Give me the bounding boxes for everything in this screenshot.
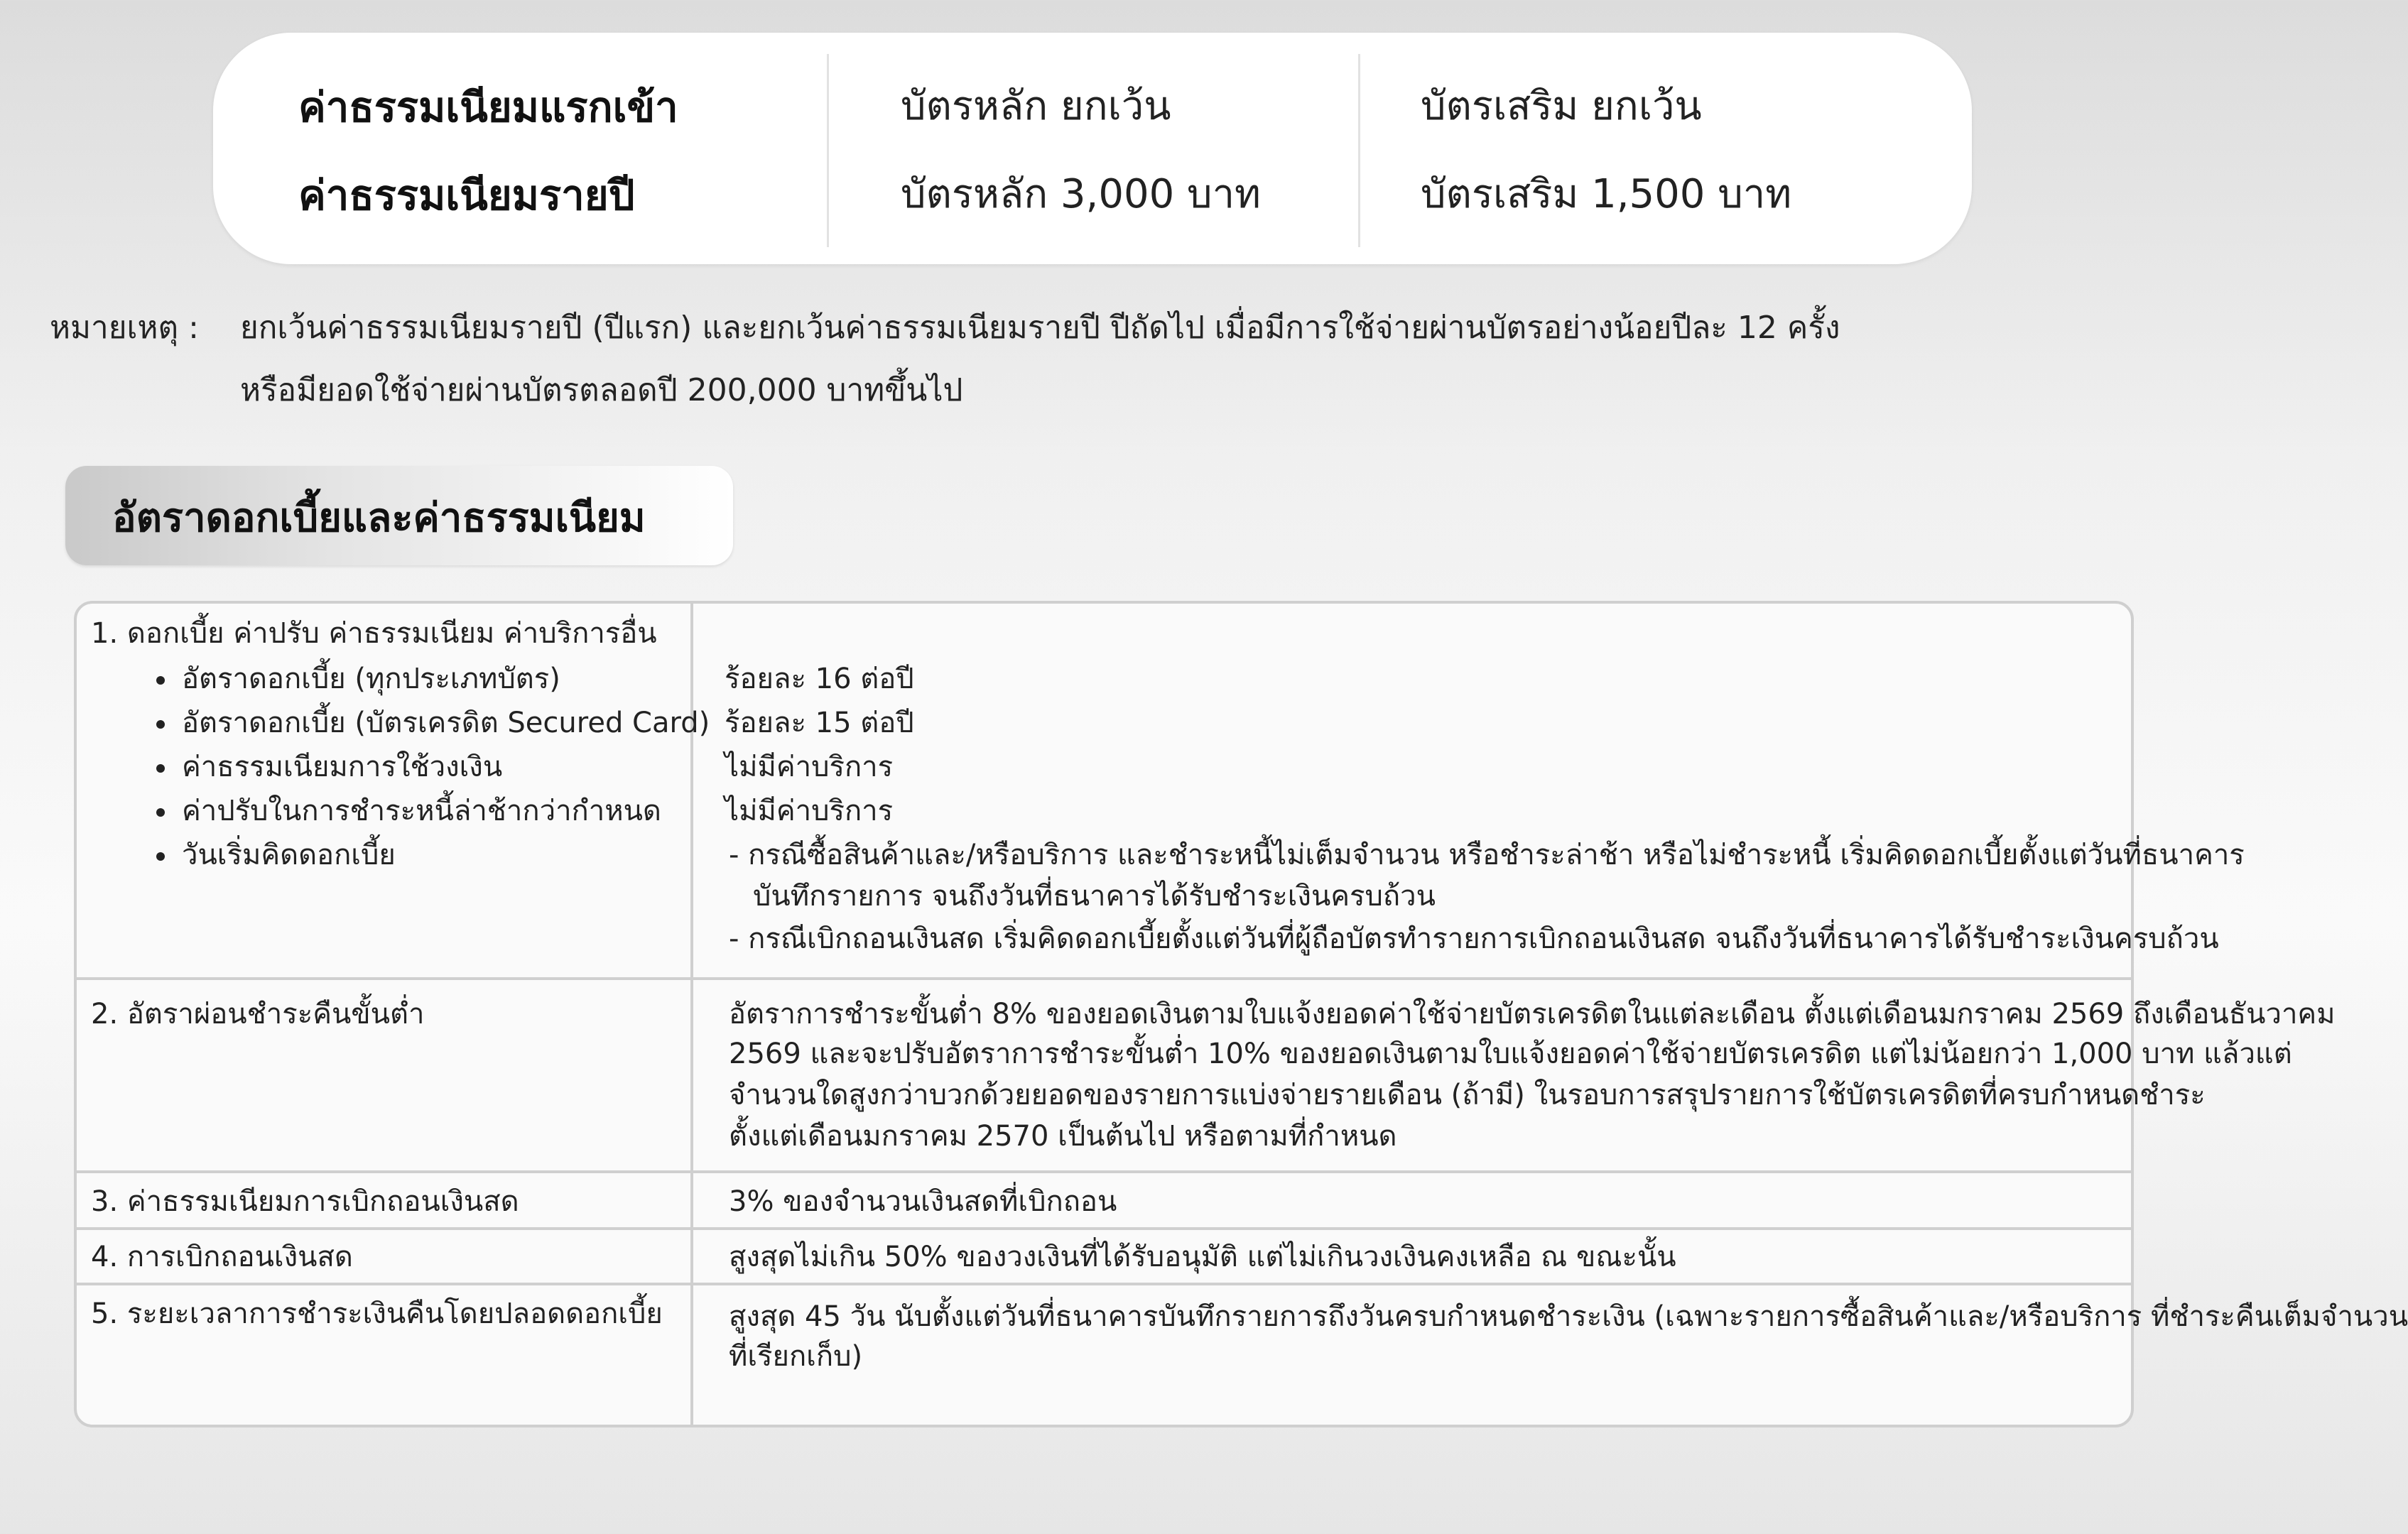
entrance-fee-label: ค่าธรรมเนียมแรกเข้า bbox=[298, 83, 678, 131]
bullet-icon bbox=[156, 676, 165, 685]
row-title: 1. ดอกเบี้ย ค่าปรับ ค่าธรรมเนียม ค่าบริการอื่น bbox=[91, 617, 657, 650]
main-card-entrance-fee: บัตรหลัก ยกเว้น bbox=[901, 83, 1171, 129]
annual-fee-label: ค่าธรรมเนียมรายปี bbox=[298, 171, 635, 219]
fee-divider bbox=[827, 54, 829, 247]
fee-summary-card bbox=[213, 33, 1972, 264]
supplementary-card-annual-fee: บัตรเสริม 1,500 บาท bbox=[1421, 171, 1792, 217]
row-divider bbox=[77, 1283, 2131, 1285]
interest-start-line: - กรณีซื้อสินค้าและ/หรือบริการ และชำระหนี้ไม่เต็มจำนวน หรือชำระล่าช้า หรือไม่ชำระหนี้ เริ่มคิดดอกเบี้ยตั้งแต่วันที่ธนาคาร bbox=[729, 839, 2245, 871]
minimum-payment-line: 2569 และจะปรับอัตราการชำระขั้นต่ำ 10% ของยอดเงินตามใบแจ้งยอดค่าใช้จ่ายบัตรเครดิต แต่ไม่น้อยกว่า 1,000 บาท แล้วแต่ bbox=[729, 1038, 2292, 1070]
bullet-icon bbox=[156, 852, 165, 861]
row-divider bbox=[77, 1227, 2131, 1230]
fee-labels-column bbox=[298, 33, 760, 264]
list-item: ค่าธรรมเนียมการใช้วงเงิน bbox=[182, 751, 503, 783]
secured-card-rate-value: ร้อยละ 15 ต่อปี bbox=[725, 707, 914, 739]
section-heading bbox=[65, 466, 733, 565]
credit-usage-fee-value: ไม่มีค่าบริการ bbox=[725, 751, 894, 783]
row-title: 5. ระยะเวลาการชำระเงินคืนโดยปลอดดอกเบี้ย bbox=[91, 1298, 663, 1330]
main-card-annual-fee: บัตรหลัก 3,000 บาท bbox=[901, 171, 1261, 217]
interest-rate-value: ร้อยละ 16 ต่อปี bbox=[725, 663, 914, 695]
interest-free-period-line: ที่เรียกเก็บ) bbox=[729, 1340, 863, 1373]
minimum-payment-line: อัตราการชำระขั้นต่ำ 8% ของยอดเงินตามใบแจ้งยอดค่าใช้จ่ายบัตรเครดิตในแต่ละเดือน ตั้งแต่เดือนมกราคม 2569 ถึงเดือนธันวาคม bbox=[729, 998, 2336, 1030]
list-item: วันเริ่มคิดดอกเบี้ย bbox=[182, 839, 396, 871]
row-title: 3. ค่าธรรมเนียมการเบิกถอนเงินสด bbox=[91, 1185, 519, 1218]
cash-advance-limit-value: สูงสุดไม่เกิน 50% ของวงเงินที่ได้รับอนุมัติ แต่ไม่เกินวงเงินคงเหลือ ณ ขณะนั้น bbox=[729, 1241, 1676, 1273]
minimum-payment-line: ตั้งแต่เดือนมกราคม 2570 เป็นต้นไป หรือตามที่กำหนด bbox=[729, 1120, 1397, 1153]
note-line: ยกเว้นค่าธรรมเนียมรายปี (ปีแรก) และยกเว้นค่าธรรมเนียมรายปี ปีถัดไป เมื่อมีการใช้จ่ายผ่านบัตรอย่างน้อยปีละ 12 ครั้ง bbox=[240, 310, 1840, 346]
main-card-column bbox=[901, 33, 1398, 264]
interest-start-line: บันทึกรายการ จนถึงวันที่ธนาคารได้รับชำระเงินครบถ้วน bbox=[753, 880, 1436, 913]
row-title: 2. อัตราผ่อนชำระคืนขั้นต่ำ bbox=[91, 998, 425, 1030]
late-payment-penalty-value: ไม่มีค่าบริการ bbox=[725, 795, 894, 827]
fee-divider bbox=[1358, 54, 1360, 247]
interest-free-period-line: สูงสุด 45 วัน นับตั้งแต่วันที่ธนาคารบันทึกรายการถึงวันครบกำหนดชำระเงิน (เฉพาะรายการซื้อสินค้าและ/หรือบริการ ที่ชำระคืนเต็มจำนวน bbox=[729, 1300, 2408, 1333]
bullet-icon bbox=[156, 720, 165, 729]
row-title: 4. การเบิกถอนเงินสด bbox=[91, 1241, 353, 1273]
supplementary-card-entrance-fee: บัตรเสริม ยกเว้น bbox=[1421, 83, 1702, 129]
minimum-payment-line: จำนวนใดสูงกว่าบวกด้วยยอดของรายการแบ่งจ่ายรายเดือน (ถ้ามี) ในรอบการสรุปรายการใช้บัตรเครดิตที่ครบกำหนดชำระ bbox=[729, 1079, 2206, 1111]
list-item: อัตราดอกเบี้ย (บัตรเครดิต Secured Card) bbox=[182, 707, 710, 739]
list-item: ค่าปรับในการชำระหนี้ล่าช้ากว่ากำหนด bbox=[182, 795, 661, 827]
row-divider bbox=[77, 1170, 2131, 1173]
rates-table bbox=[74, 601, 2408, 1427]
supplementary-card-column bbox=[1421, 33, 1918, 264]
cash-advance-fee-value: 3% ของจำนวนเงินสดที่เบิกถอน bbox=[729, 1185, 1117, 1218]
row-divider bbox=[77, 977, 2131, 980]
bullet-icon bbox=[156, 808, 165, 817]
interest-start-line: - กรณีเบิกถอนเงินสด เริ่มคิดดอกเบี้ยตั้งแต่วันที่ผู้ถือบัตรทำรายการเบิกถอนเงินสด จนถึงวันที่ธนาคารได้รับชำระเงินครบถ้วน bbox=[729, 923, 2219, 955]
section-title: อัตราดอกเบี้ยและค่าธรรมเนียม bbox=[112, 495, 646, 541]
note-label: หมายเหตุ : bbox=[50, 310, 199, 346]
bullet-icon bbox=[156, 764, 165, 773]
list-item: อัตราดอกเบี้ย (ทุกประเภทบัตร) bbox=[182, 663, 560, 695]
note-line: หรือมียอดใช้จ่ายผ่านบัตรตลอดปี 200,000 บาทขึ้นไป bbox=[240, 372, 963, 408]
